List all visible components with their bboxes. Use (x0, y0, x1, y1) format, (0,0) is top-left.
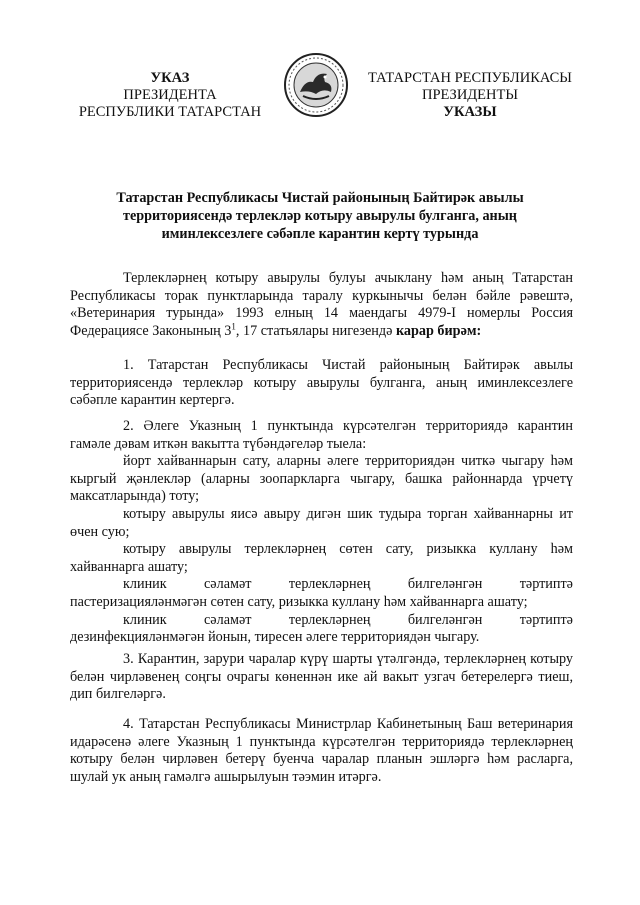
paragraph-4-text: 4. Татарстан Республикасы Министрлар Кабинетының Баш ветеринария идарәсенә әлеге Указның 1 пунктында күрсәтелгән территориядә терлекләрнең котыру белән чирләвен бетерү буенча чаралар планын эшләргә һәм расларга, шулай ук аның гамәлгә ашырылуын тәэмин итәргә. (70, 716, 573, 785)
title-line2: территориясендә терлекләр котыру авырулы булганга, аның (123, 208, 517, 224)
paragraph-2-item: клиник сәламәт терлекләрнең билгеләнгән тәртиптә дезинфекцияләнмәгән йонын, тиресен әлеге территориядән чыгару. (70, 611, 573, 646)
paragraph-3-text: 3. Карантин, зарури чаралар күрү шарты үтәлгәндә, терлекләрнең котыру белән чирләвенең соңгы очрагы көненнән ике ай вакыт узгач бетерелергә тиеш, дип билгеләргә. (70, 651, 573, 703)
paragraph-2-item: котыру авырулы терлекләрнең сөтен сату, ризыкка куллану һәм хайваннарга ашату; (70, 541, 573, 575)
preamble-decree-phrase: карар бирәм: (395, 322, 482, 339)
paragraph-2-item: котыру авырулы яисә авыру дигән шик тудыра торган хайваннарны ит өчен сую; (70, 505, 573, 540)
paragraph-1 (70, 357, 573, 410)
header-left-line2: ПРЕЗИДЕНТА (123, 87, 217, 103)
paragraph-1-text: 1. Татарстан Республикасы Чистай районының Байтирәк авылы территориясендә терлекләр котыру авырулы булганга, аның иминлексезлеге сәбәпле карантин кертергә. (70, 357, 573, 409)
header-right-line1: ТАТАРСТАН РЕСПУБЛИКАСЫ (368, 70, 572, 86)
paragraph-2-item: йорт хайваннарын сату, аларны әлеге территориядән читкә чыгару һәм кыргый җәнлекләр (аларны зоопаркларга чыгару, башка районнарда үрчетү максатларында) тоту; (70, 453, 573, 505)
header-left-line3: РЕСПУБЛИКИ ТАТАРСТАН (78, 104, 262, 120)
header-right-line3: УКАЗЫ (443, 104, 497, 120)
paragraph-2-item: клиник сәламәт терлекләрнең билгеләнгән тәртиптә пастеризацияләнмәгән сөтен сату, ризыкка куллану һәм хайваннарга ашату; (70, 576, 573, 610)
preamble-text: Терлекләрнең котыру авырулы булуы ачыклану һәм аның Татарстан Республикасы торак пунктларында таралу куркынычы белән бәйле рәвештә, «Ветеринария турында» 1993 елның 14 маендагы 4979-I номерлы Россия Федерациясе Законының 3 (70, 270, 573, 339)
header-right-line2: ПРЕЗИДЕНТЫ (421, 87, 519, 103)
paragraph-2-lead: 2. Әлеге Указның 1 пунктында күрсәтелгән территориядә карантин гамәле дәвам иткән вакытта түбәндәгеләр тыела: (70, 418, 573, 452)
title-line3: иминлексезлеге сәбәпле карантин кертү турында (161, 226, 479, 242)
preamble-text2: , 17 статьялары нигезендә (235, 322, 396, 339)
preamble-paragraph (70, 270, 573, 340)
document-title (80, 189, 560, 243)
coat-of-arms-icon (283, 52, 349, 118)
paragraph-3 (70, 651, 573, 704)
title-line1: Татарстан Республикасы Чистай районының Байтирәк авылы (116, 190, 524, 206)
paragraph-2 (70, 418, 573, 647)
header-right (355, 70, 585, 121)
paragraph-4 (70, 716, 573, 786)
preamble-superscript: 1 (231, 321, 236, 332)
header-left (60, 70, 280, 121)
header-left-line1: УКАЗ (150, 70, 190, 86)
